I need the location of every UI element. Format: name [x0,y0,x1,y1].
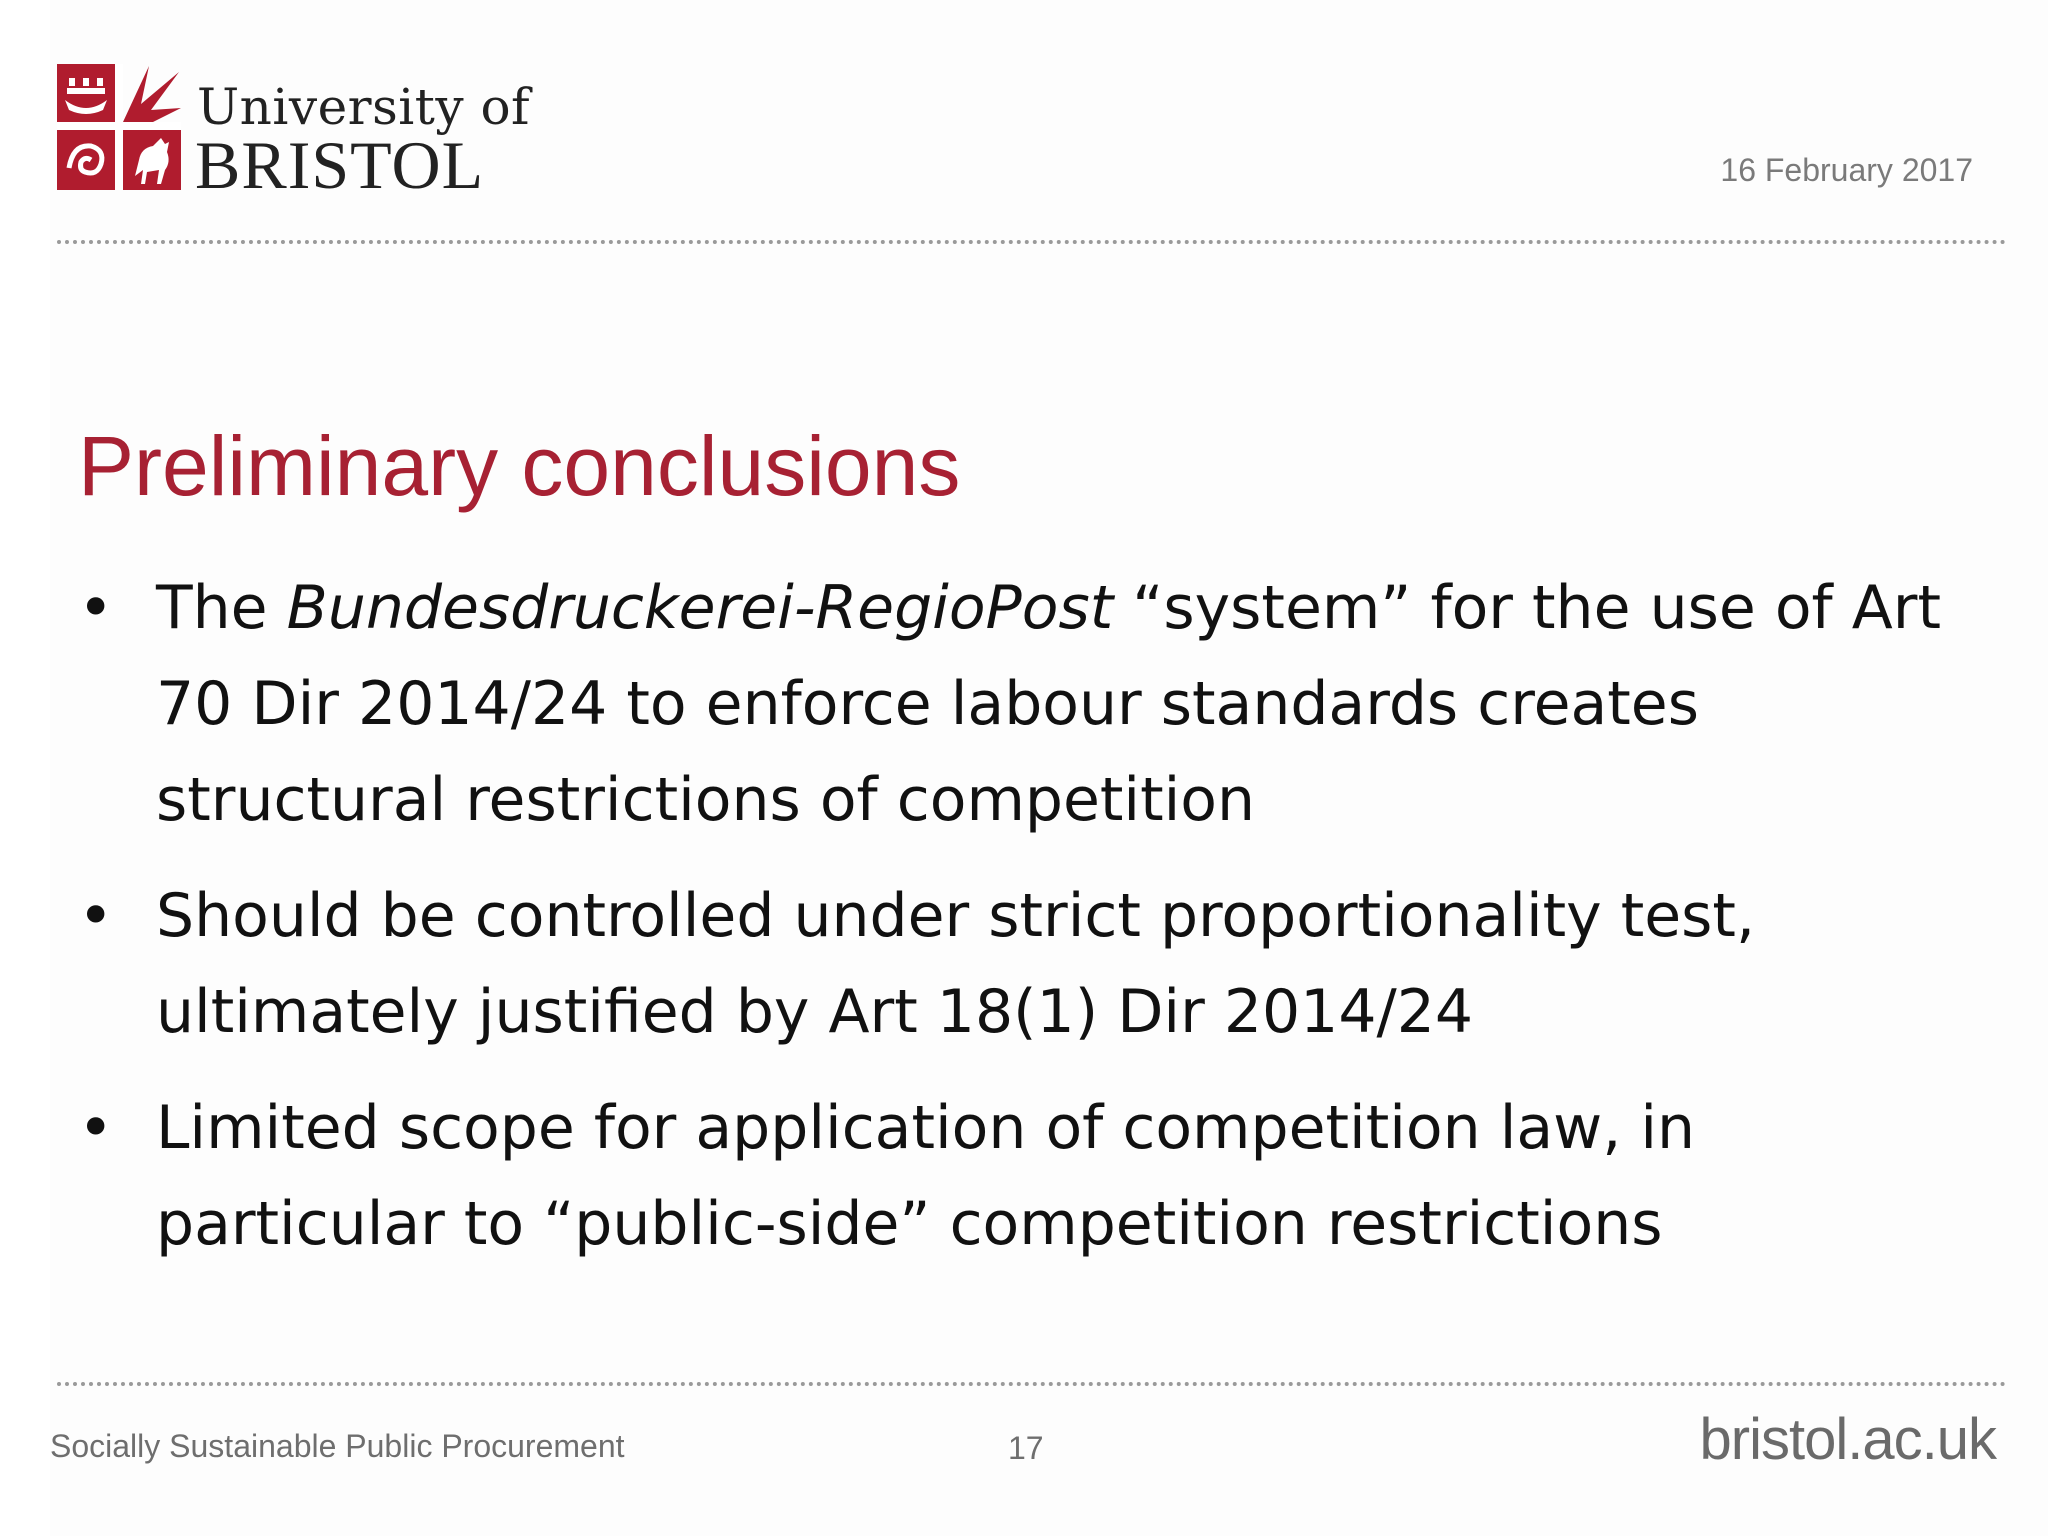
footer-presentation-title: Socially Sustainable Public Procurement [50,1428,625,1464]
university-crest-icon [57,64,181,190]
bullet-text: Should be controlled under strict proportionality test, ultimately justified by Art 18(1) Dir 2014/24 [156,881,1756,1047]
bullet-item [78,868,1978,1060]
bullet-text-suffix: “system” for the use of Art 70 Dir 2014/24 to enforce labour standards creates structural restrictions of competition [156,573,1941,835]
footer-website: bristol.ac.uk [1699,1407,1996,1472]
bullet-item [78,1080,1978,1272]
bullet-list [78,560,1978,1292]
bullet-text: Limited scope for application of competition law, in particular to “public-side” competition restrictions [156,1093,1696,1259]
footer-divider [57,1382,2007,1386]
bullet-text-emphasis: Bundesdruckerei-RegioPost [286,573,1114,643]
slide-date: 16 February 2017 [1720,152,1973,188]
footer-page-number: 17 [1008,1430,1044,1466]
logo-line-bristol: BRISTOL [195,127,485,203]
left-margin-strip [0,0,50,1536]
logo-line-university: University of [197,78,531,136]
bullet-text-prefix: The [156,573,287,643]
header-divider [57,240,2007,244]
bullet-dot-icon: • [78,573,114,643]
university-logo [57,64,531,203]
bullet-dot-icon: • [78,881,114,951]
bullet-dot-icon: • [78,1093,114,1163]
bullet-item [78,560,1978,848]
slide-title: Preliminary conclusions [78,419,961,513]
